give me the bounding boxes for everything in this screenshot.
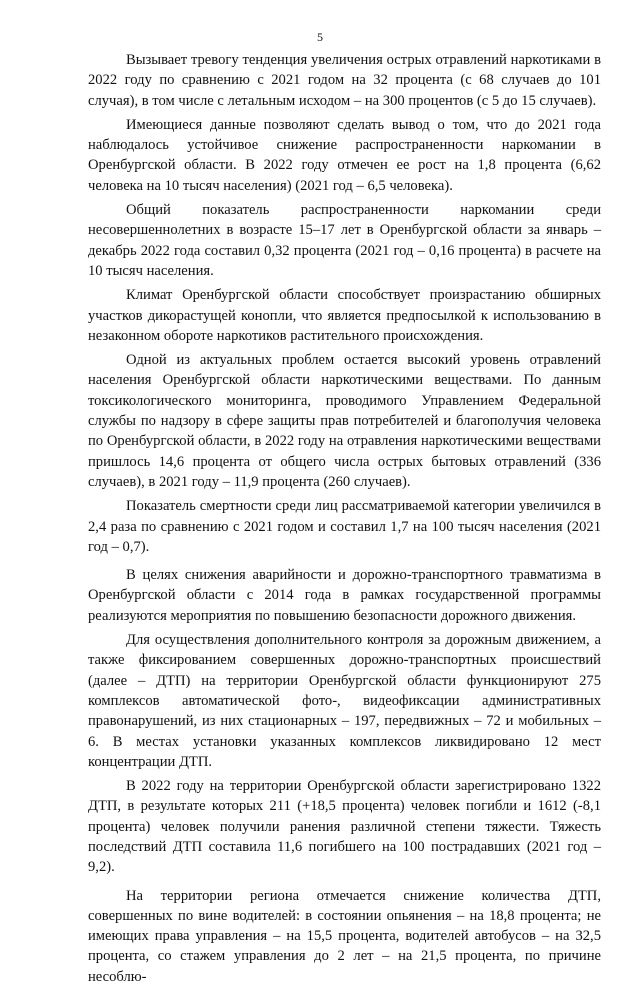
paragraph-9: В 2022 году на территории Оренбургской области зарегистрировано 1322 ДТП, в результате которых 211 (+18,5 процента) человек погибли и 1612 (-8,1 процента) человек получили ранения различной степени тяжести. Тяжесть последствий ДТП составила 11,6 погибшего на 100 пострадавших (2021 год – 9,2).: [88, 778, 601, 876]
paragraph-5: Одной из актуальных проблем остается высокий уровень отравлений населения Оренбургской области наркотическими веществами. По данным токсикологического мониторинга, проводимого Управлением Федеральной службы по надзору в сфере защиты прав потребителей и благополучия человека по Оренбургской области, в 2022 году на отравления наркотическими веществами пришлось 14,6 процента от общего числа острых бытовых отравлений (336 случаев), в 2021 году – 11,9 процента (260 случаев).: [88, 352, 601, 490]
body-text: [88, 50, 601, 991]
page-number: 5: [317, 30, 323, 44]
paragraph-1: Вызывает тревогу тенденция увеличения острых отравлений наркотиками в 2022 году по сравнению с 2021 годом на 32 процента (с 68 случаев до 101 случая), в том числе с летальным исходом – на 300 процентов (с 5 до 15 случаев).: [88, 52, 601, 109]
paragraph-7: В целях снижения аварийности и дорожно-транспортного травматизма в Оренбургской области с 2014 года в рамках государственной программы реализуются мероприятия по повышению безопасности дорожного движения.: [88, 567, 601, 624]
paragraph-6: Показатель смертности среди лиц рассматриваемой категории увеличился в 2,4 раза по сравнению с 2021 годом и составил 1,7 на 100 тысяч населения (2021 год – 0,7).: [88, 498, 601, 555]
paragraph-2: Имеющиеся данные позволяют сделать вывод о том, что до 2021 года наблюдалось устойчивое снижение распространенности наркомании в Оренбургской области. В 2022 году отмечен ее рост на 1,8 процента (6,62 человека на 10 тысяч населения) (2021 год – 6,5 человека).: [88, 116, 601, 194]
paragraph-10: На территории региона отмечается снижение количества ДТП, совершенных по вине водителей: в состоянии опьянения – на 18,8 процента; не имеющих права управления – на 15,5 процента, водителей автобусов – на 32,5 процента, со стажем управления до 2 лет – на 21,5 процента, по причине несоблю-: [88, 887, 601, 985]
paragraph-8: Для осуществления дополнительного контроля за дорожным движением, а также фиксированием совершенных дорожно-транспортных происшествий (далее – ДТП) на территории Оренбургской области функционируют 275 комплексов автоматической фото-, видеофиксации административных правонарушений, из них стационарных – 197, передвижных – 72 и мобильных – 6. В местах установки указанных комплексов ликвидировано 12 мест концентрации ДТП.: [88, 632, 601, 770]
paragraph-3: Общий показатель распространенности наркомании среди несовершеннолетних в возрасте 15–17 лет в Оренбургской области за январь – декабрь 2022 года составил 0,32 процента (2021 год – 0,16 процента) в расчете на 10 тысяч населения.: [88, 202, 601, 279]
paragraph-4: Климат Оренбургской области способствует произрастанию обширных участков дикорастущей конопли, что является предпосылкой к использованию в незаконном обороте наркотиков растительного происхождения.: [88, 287, 601, 344]
